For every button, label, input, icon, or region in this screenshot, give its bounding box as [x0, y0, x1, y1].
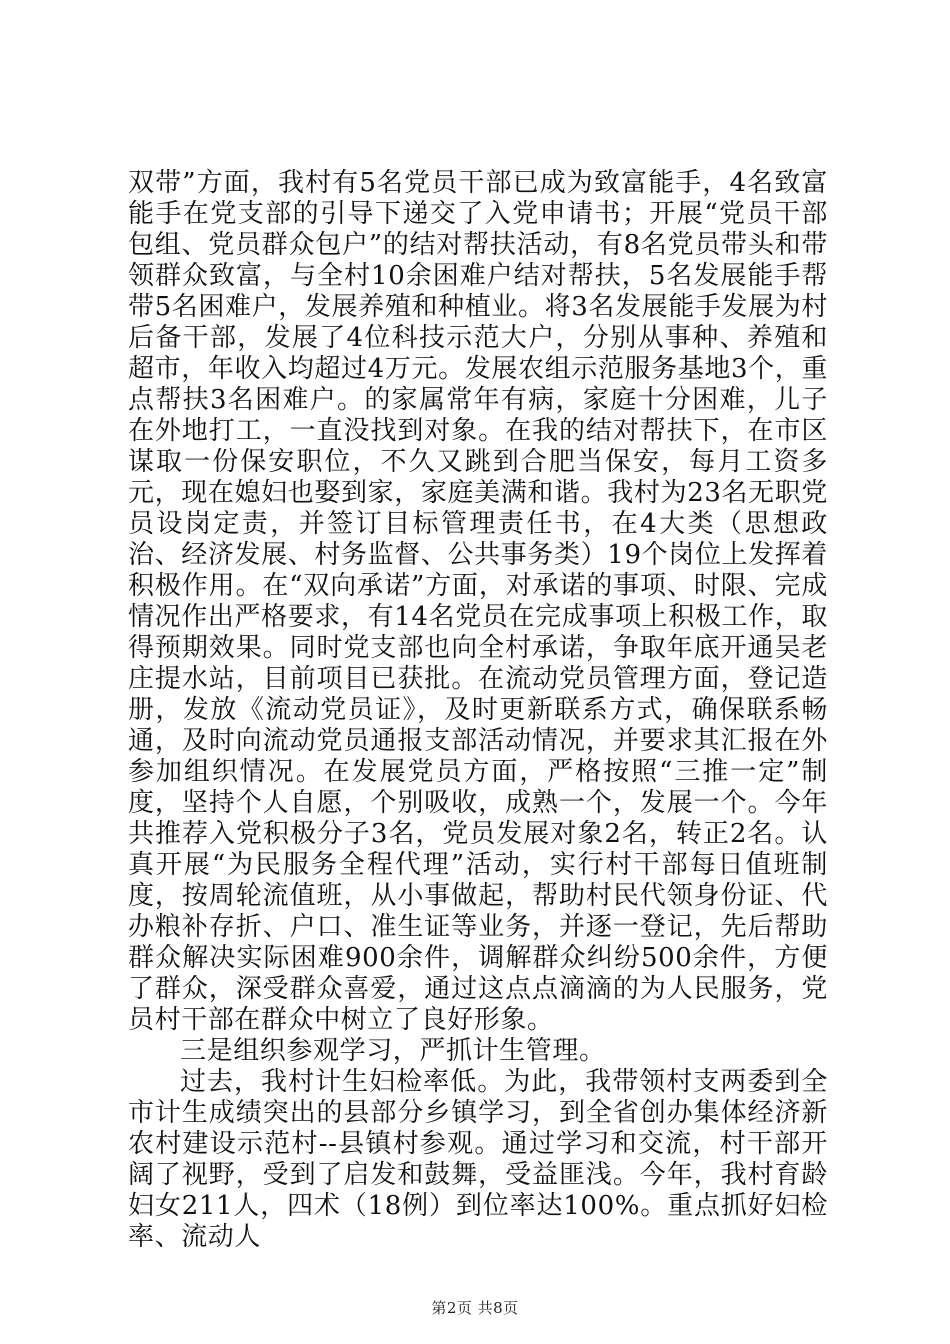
page-footer: 第2页 共8页 [431, 1299, 519, 1317]
paragraph-section-heading: 三是组织参观学习，严抓计生管理。 [180, 1036, 606, 1066]
paragraph-party-work: 双带”方面，我村有5名党员干部已成为致富能手，4名致富能手在党支部的引导下递交了入党申请书；开展“党员干部包组、党员群众包户”的结对帮扶活动，有8名党员带头和带领群众致富，与全村10余困难户结对帮扶，5名发展能手帮带5名困难户，发展养殖和种植业。将3名发展能手发展为村后备干部，发展了4位科技示范大户，分别从事种、养殖和超市，年收入均超过4万元。发展农组示范服务基地3个，重点帮扶3名困难户。的家属常年有病，家庭十分困难，儿子在外地打工，一直没找到对象。在我的结对帮扶下，在市区谋取一份保安职位，不久又跳到合肥当保安，每月工资多元，现在媳妇也娶到家，家庭美满和谐。我村为23名无职党员设岗定责，并签订目标管理责任书，在4大类（思想政治、经济发展、村务监督、公共事务类）19个岗位上发挥着积极作用。在“双向承诺”方面，对承诺的事项、时限、完成情况作出严格要求，有14名党员在完成事项上积极工作，取得预期效果。同时党支部也向全村承诺，争取年底开通吴老庄提水站，目前项目已获批。在流动党员管理方面，登记造册，发放《流动党员证》，及时更新联系方式，确保联系畅通，及时向流动党员通报支部活动情况，并要求其汇报在外参加组织情况。在发展党员方面，严格按照“三推一定”制度，坚持个人自愿，个别吸收，成熟一个，发展一个。今年共推荐入党积极分子3名，党员发展对象2名，转正2名。认真开展“为民服务全程代理”活动，实行村干部每日值班制度，按周轮流值班，从小事做起，帮助村民代领身份证、代办粮补存折、户口、准生证等业务，并逐一登记，先后帮助群众解决实际困难900余件，调解群众纠纷500余件，方便了群众，深受群众喜爱，通过这点点滴滴的为人民服务，党员村干部在群众中树立了良好形象。 [128, 168, 828, 1035]
document-body [128, 168, 828, 1253]
paragraph-family-planning: 过去，我村计生妇检率低。为此，我带领村支两委到全市计生成绩突出的县部分乡镇学习，到全省创办集体经济新农村建设示范村--县镇村参观。通过学习和交流，村干部开阔了视野，受到了启发和鼓舞，受益匪浅。今年，我村育龄妇女211人，四术（18例）到位率达100%。重点抓好妇检率、流动人 [128, 1067, 828, 1252]
